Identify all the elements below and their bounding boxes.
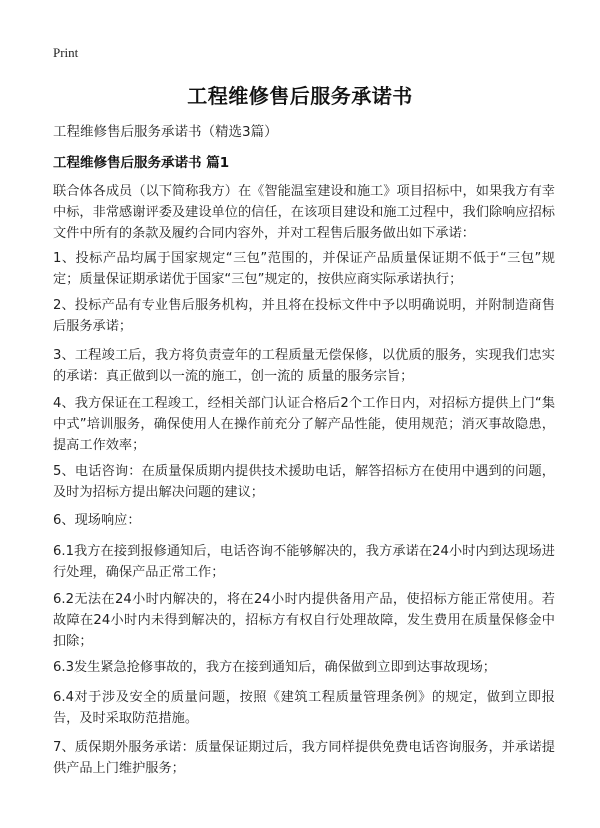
commitment-paragraph-6-1: 6.1我方在接到报修通知后，电话咨询不能够解决的，我方承诺在24小时内到达现场进行处理，确保产品正常工作； [53,544,555,580]
document-subtitle: 工程维修售后服务承诺书（精选3篇） [53,124,278,140]
document-title: 工程维修售后服务承诺书 [187,84,413,108]
commitment-paragraph-6-2: 6.2无法在24小时内解决的，将在24小时内提供备用产品，使招标方能正常使用。若故障在24小时内未得到解决的，招标方有权自行处理故障，发生费用在质量保修金中扣除； [53,592,555,649]
print-label: Print [53,45,79,60]
commitment-paragraph-5: 5、电话咨询：在质量保质期内提供技术援助电话，解答招标方在使用中遇到的问题，及时为招标方提出解决问题的建议； [53,464,555,500]
commitment-paragraph-7: 7、质保期外服务承诺：质量保证期过后，我方同样提供免费电话咨询服务，并承诺提供产品上门维护服务； [53,740,555,776]
commitment-paragraph-6-4: 6.4对于涉及安全的质量问题，按照《建筑工程质量管理条例》的规定，做到立即报告，及时采取防范措施。 [53,690,555,726]
commitment-paragraph-6-3: 6.3发生紧急抢修事故的，我方在接到通知后，确保做到立即到达事故现场； [53,660,496,675]
section-heading: 工程维修售后服务承诺书 篇1 [53,155,230,171]
commitment-paragraph-4: 4、我方保证在工程竣工，经相关部门认证合格后2个工作日内，对招标方提供上门“集中式”培训服务，确保使用人在操作前充分了解产品性能，使用规范；消灭事故隐患，提高工作效率； [53,396,555,453]
intro-paragraph: 联合体各成员（以下简称我方）在《智能温室建设和施工》项目招标中，如果我方有幸中标，非常感谢评委及建设单位的信任，在该项目建设和施工过程中，我们除响应招标文件中所有的条款及履约合同内容外，并对工程售后服务做出如下承诺： [53,184,555,241]
commitment-paragraph-1: 1、投标产品均属于国家规定“三包”范围的，并保证产品质量保证期不低于“三包”规定；质量保证期承诺优于国家“三包”规定的，按供应商实际承诺执行； [53,251,555,287]
commitment-paragraph-2: 2、投标产品有专业售后服务机构，并且将在投标文件中予以明确说明，并附制造商售后服务承诺； [53,298,555,334]
commitment-paragraph-3: 3、工程竣工后，我方将负责壹年的工程质量无偿保修，以优质的服务，实现我们忠实的承诺：真正做到以一流的施工，创一流的 质量的服务宗旨； [53,348,555,384]
commitment-paragraph-6: 6、现场响应： [53,513,141,528]
